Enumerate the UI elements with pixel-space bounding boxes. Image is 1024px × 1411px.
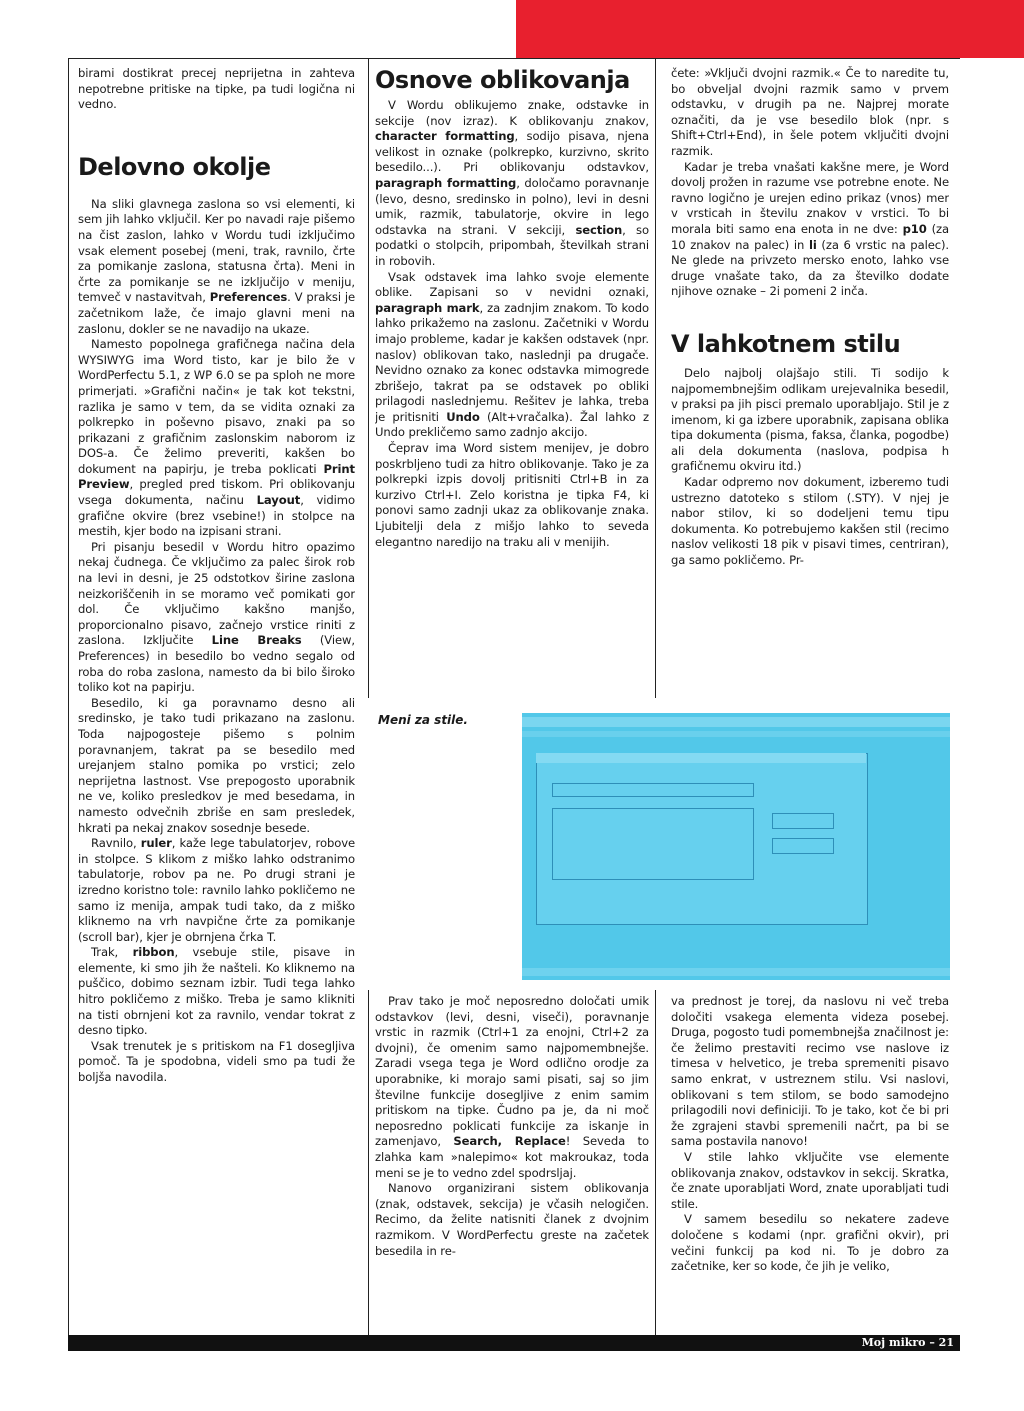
- figure-caption: Meni za stile.: [378, 713, 468, 727]
- column-rule-2: [655, 58, 656, 698]
- screen-menubar: [522, 717, 950, 727]
- heading-v-lahkotnem-stilu: V lahkotnem stilu: [671, 329, 901, 358]
- column-left: [78, 66, 355, 1332]
- paragraph: Vsak trenutek je s pritiskom na F1 dosegljiva pomoč. Ta je spodobna, videli smo pa tudi že boljša navodila.: [78, 1038, 355, 1085]
- column-rule-1: [368, 58, 369, 698]
- column-rule-4: [655, 990, 656, 1335]
- heading-delovno-okolje: Delovno okolje: [78, 152, 271, 181]
- paragraph: Pri pisanju besedil v Wordu hitro opazimo nekaj čudnega. Če vključimo za palec širok rob na levi in desni, je 25 odstotkov širine zaslona neizkoriščenih in se moramo več pomikati gor dol. Če vključimo kakšno manjšo, proporcionalno pisavo, začnejo vrstice riniti z zaslona. Izključite Line Breaks (View, Preferences) in besedilo bo vedno segalo od roba do roba zaslona, namesto da bi bilo široko toliko kot na papirju.: [78, 539, 355, 695]
- word-style-menu-screenshot: [522, 713, 950, 980]
- paragraph: Na sliki glavnega zaslona so vsi elementi, ki sem jih lahko vključil. Ker po navadi raje pišemo na čist zaslon, lahko v Wordu tudi izključimo vsak element posebej (meni, trak, ravnilo, črte za pomikanje zaslona, statusna črta). Meni in črte za pomikanje se ne izključijo v meniju, temveč v nastavitvah, Preferences. V praksi je začetnikom laže, če imajo glavni meni na zaslonu, dokler se ne navadijo na ukaze.: [78, 196, 355, 336]
- screen-dialog-cancel-shape: [772, 838, 834, 854]
- paragraph: Kadar je treba vnašati kakšne mere, je Word dovolj prožen in razume vse potrebne enote. Ne ravno logično je urejen edino prikaz (vnos) mer v vrsticah in številu znakov v vrstici. To bi morala biti samo ena enota in ne dve: p10 (za 10 znakov na palec) in li (za 6 vrstic na palec). Ne glede na privzeto mersko enoto, lahko vse druge vnašate tako, da za številko dodate njihove oznake – 2i pomeni 2 inča.: [671, 159, 949, 299]
- column-rule-3: [368, 990, 369, 1335]
- screen-dialog-field: [552, 783, 754, 797]
- paragraph: Nanovo organizirani sistem oblikovanja (znak, odstavek, sekcija) je včasih nelogičen. Recimo, da želite natisniti članek z dvojnim razmikom. V WordPerfectu greste na začetek besedila in re-: [375, 1181, 649, 1258]
- paragraph: Delo najbolj olajšajo stili. Ti sodijo k najpomembnejšim odlikam urejevalnika besedil, v praksi pa jih pisci premalo uporabljajo. Stil je z imenom, ki ga izbere uporabnik, zapisana oblika tipa dokumenta (pisma, faksa, članka, pogodbe) ali dela dokumenta (naslova, podpisa h grafičnemu okviru itd.): [671, 365, 949, 474]
- paragraph: Kadar odpremo nov dokument, izberemo tudi ustrezno datoteko s stilom (.STY). V njej je nabor stilov, ki so dodeljeni temu tipu dokumenta. Ko potrebujemo kakšen stil (recimo naslov velikosti 18 pik v pisavi times, centriran), ga samo pokličemo. Pr-: [671, 475, 949, 568]
- paragraph: čete: »Vključi dvojni razmik.« Če to naredite tu, bo obveljal dvojni razmik samo v prvem odstavku, v drugih pa ne. Najprej morate označiti, da je vse besedilo blok (npr. s Shift+Ctrl+End), in šele potem vključiti dvojni razmik.: [671, 66, 949, 158]
- paragraph: Prav tako je moč neposredno določati umik odstavkov (levi, desni, viseči), poravnanje vrstic in razmik (Ctrl+1 za enojni, Ctrl+2 za dvojni), če omenim samo najpomembnejše. Zaradi vsega tega je Word odlično orodje za uporabnike, ki morajo sami pisati, saj so jim številne funkcije dosegljive z enim samim pritiskom na tipke. Čudno pa je, da ni moč neposredno poklicati funkcije za iskanje in zamenjavo, Search, Replace! Seveda to zlahka kam »nalepimo« kot makroukaz, toda meni se je to vedno zdel spodrsljaj.: [375, 994, 649, 1180]
- screen-dialog-ok-shape: [772, 813, 834, 829]
- paragraph: Čeprav ima Word sistem menijev, je dobro poskrbljeno tudi za hitro oblikovanje. Tako je za polkrepki izpis dovolj pritisniti Ctrl+B in za kurzivo Ctrl+I. Zelo koristna je tipka F4, ki ponovi samo zadnji ukaz za oblikovanje znaka. Ljubitelji dela z mišjo lahko to seveda elegantno naredijo na traku ali v menijih.: [375, 441, 649, 549]
- paragraph: V samem besedilu so nekatere zadeve določene s kodami (npr. grafični okvir), pri večini funkcij pa kod ni. To je dobro za začetnike, ker so kode, če jih je veliko,: [671, 1212, 949, 1274]
- screen-ruler: [522, 731, 950, 737]
- paragraph: Trak, ribbon, vsebuje stile, pisave in elemente, ki smo jih že našteli. Ko kliknemo na puščico, dobimo seznam izbir. Tudi tega lahko hitro pokličemo z miško. Treba je samo klikniti na tisti obrnjeni kot za ravnilo, vendar tokrat z desno tipko.: [78, 945, 355, 1038]
- paragraph: V Wordu oblikujemo znake, odstavke in sekcije (nov izraz). K oblikovanju znakov, character formatting, sodijo pisava, njena velikost in oznake (polkrepko, kurzivno, skrito besedilo...). Pri oblikovanju odstavkov, paragraph formatting, določamo poravnanje (levo, desno, sredinsko in polno), levi in desni umik, razmik, tabulatorje, okvire in lego odstavka na strani. V sekciji, section, so podatki o stolpcih, pripombah, številkah strani in robovih.: [375, 98, 649, 268]
- column-middle-top: [375, 66, 649, 698]
- red-corner-block: [516, 0, 1024, 58]
- intro-paragraph: birami dostikrat precej neprijetna in zahteva nepotrebne pritiske na tipke, pa tudi logična ni vedno.: [78, 66, 355, 112]
- paragraph: V stile lahko vključite vse elemente oblikovanja znakov, odstavkov in sekcij. Skratka, če znate uporabljati Word, znate uporabljati tudi stile.: [671, 1149, 949, 1211]
- paragraph: Ravnilo, ruler, kaže lege tabulatorjev, robove in stolpce. S klikom z miško lahko odstranimo tabulatorje, robov pa ne. Po drugi strani je izredno koristno tole: ravnilo lahko pokličemo ne samo iz menija, ampak tudi tako, da z miško kliknemo na vrh navpične črte za pomikanje (scroll bar), kjer je obrnjena črka T.: [78, 836, 355, 944]
- screen-dialog-list: [552, 808, 754, 880]
- column-right-bottom: [671, 994, 949, 1332]
- paragraph: Besedilo, ki ga poravnamo desno ali sredinsko, je tako tudi prikazano na zaslonu. Toda najpogosteje pišemo s polnim poravnanjem, takrat pa se besedilo med urejanjem stalno pomika po vrstici; zelo neprijetna lastnost. Vse prepogosto uporabnik ne ve, koliko presledkov je med besedama, in namesto odvečnih zbriše en sam presledek, hkrati pa nekaj znakov sosednje besede.: [78, 695, 355, 835]
- column-middle-bottom: [375, 994, 649, 1332]
- column-right-top: [671, 66, 949, 698]
- paragraph: Vsak odstavek ima lahko svoje elemente oblike. Zapisani so v nevidni oznaki, paragraph mark, za zadnjim znakom. To kodo lahko prikažemo na zaslonu. Začetniki v Wordu imajo probleme, kadar je kakšen odstavek (npr. naslov) oblikovan tako, naslednji pa drugače. Nevidno oznako za konec odstavka mimogrede zbrišejo, takrat pa se odstavek po obliki prilagodi naslednjemu. Rešitev je lahka, treba je pritisniti Undo (Alt+vračalka). Žal lahko z Undo prekličemo samo zadnjo akcijo.: [375, 269, 649, 440]
- paragraph: va prednost je torej, da naslovu ni več treba določiti vsakega elementa videza posebej. Druga, pogosto tudi pomembnejša značilnost je: če želimo prestaviti recimo vse naslove iz timesa v helvetico, je treba spremeniti pisavo samo enkrat, v ustreznem stilu. Vsi naslovi, oblikovani s tem stilom, se bodo samodejno prilagodili novi definiciji. To je tako, kot če bi pri že zgrajeni stavbi spremenili načrt, pa bi se sama postavila nanovo!: [671, 994, 949, 1149]
- paragraph: Namesto popolnega grafičnega načina dela WYSIWYG ima Word tisto, kar je bilo že v WordPerfectu 5.1, z WP 6.0 se pa sploh ne more primerjati. »Grafični način« je tak kot tekstni, razlika je samo v tem, da se vidita oznaki za polkrepko in poševno pisavo, znaki pa so prikazani z grafičnim zaslonskim naborom iz DOS-a. Če želimo preveriti, kakšen bo dokument na papirju, je treba poklicati Print Preview, pregled pred tiskom. Pri oblikovanju vsega dokumenta, načinu Layout, vidimo grafične okvire (brez vsebine!) in stolpce na mestih, kjer bodo na izpisani strani.: [78, 337, 355, 539]
- page-number-label: Moj mikro – 21: [861, 1336, 954, 1349]
- footer-bar: [68, 1335, 960, 1351]
- screen-dialog-titlebar: [536, 753, 866, 763]
- screen-statusbar: [522, 968, 950, 976]
- heading-osnove-oblikovanja: Osnove oblikovanja: [375, 66, 630, 94]
